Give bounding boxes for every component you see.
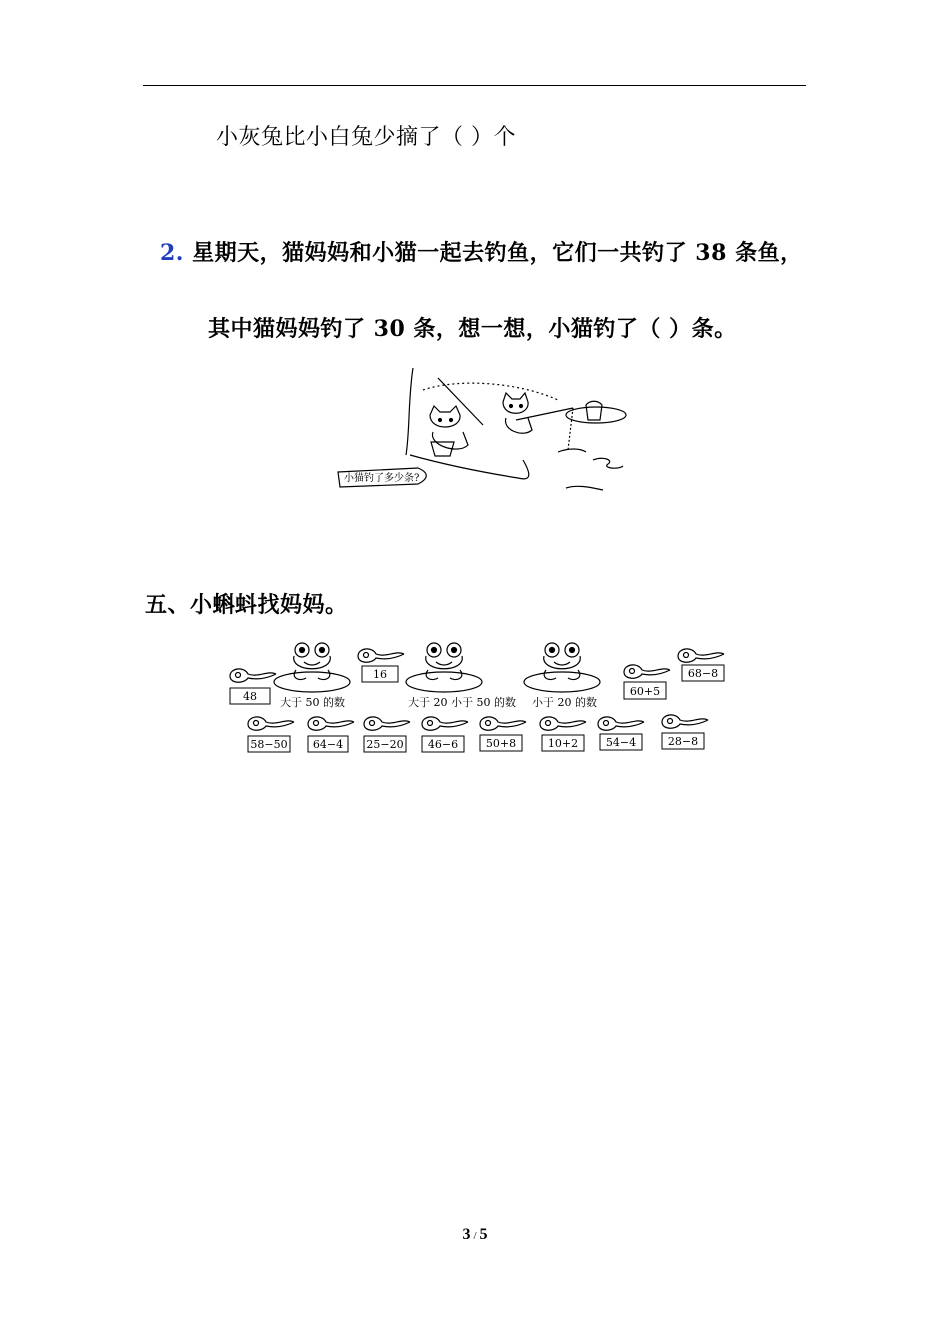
question-2 [160,236,803,267]
tadpole-top-3-label: 60+5 [629,685,661,698]
fishing-illustration [318,360,638,505]
tadpole-top-1 [230,669,276,704]
page-number [0,1226,950,1244]
tadpole-bottom-2-label: 64−4 [312,738,344,751]
tadpole-top-4-label: 68−8 [687,667,719,680]
page-current: 3 [462,1226,471,1243]
tadpole-bottom-5-label: 50+8 [485,737,517,750]
frog-label-2: 大于 20 小于 50 的数 [408,696,516,709]
frog-label-3: 小于 20 的数 [532,696,597,709]
tadpole-top-1-label: 48 [243,690,257,703]
tadpole-bottom-6 [540,717,586,751]
header-rule [143,85,806,86]
tadpole-top-3 [624,665,670,699]
tadpole-top-4 [678,649,724,681]
page-separator: / [473,1230,477,1242]
tadpole-bottom-1 [248,717,294,752]
tadpole-bottom-7 [598,717,644,750]
tadpole-bottom-5 [480,717,526,751]
section-5-title: 五、小蝌蚪找妈妈。 [145,592,348,618]
tadpole-bottom-7-label: 54−4 [605,736,637,749]
tadpole-bottom-4 [422,717,468,752]
tadpole-top-2 [358,649,404,682]
tadpole-bottom-2 [308,717,354,752]
question-2-line1: 星期天，猫妈妈和小猫一起去钓鱼，它们一共钓了 38 条鱼， [192,240,803,266]
tadpole-bottom-3-label: 25−20 [366,738,404,751]
tadpole-bottom-4-label: 46−6 [427,738,459,751]
question-number: 2. [160,240,184,266]
tadpole-illustration [222,620,732,760]
prev-question-text: 小灰兔比小白兔少摘了（ ）个 [216,125,516,150]
tadpole-top-2-label: 16 [373,668,387,681]
tadpole-bottom-1-label: 58−50 [250,738,288,751]
page-total: 5 [479,1226,488,1243]
tadpole-bottom-8 [662,715,708,749]
tadpole-bottom-3 [364,717,410,752]
tadpole-bottom-6-label: 10+2 [547,737,579,750]
illustration-caption: 小猫钓了多少条? [344,473,420,484]
question-2-line2: 其中猫妈妈钓了 30 条，想一想，小猫钓了（ ）条。 [208,316,737,342]
tadpole-bottom-8-label: 28−8 [667,735,699,748]
frog-label-1: 大于 50 的数 [280,696,345,709]
